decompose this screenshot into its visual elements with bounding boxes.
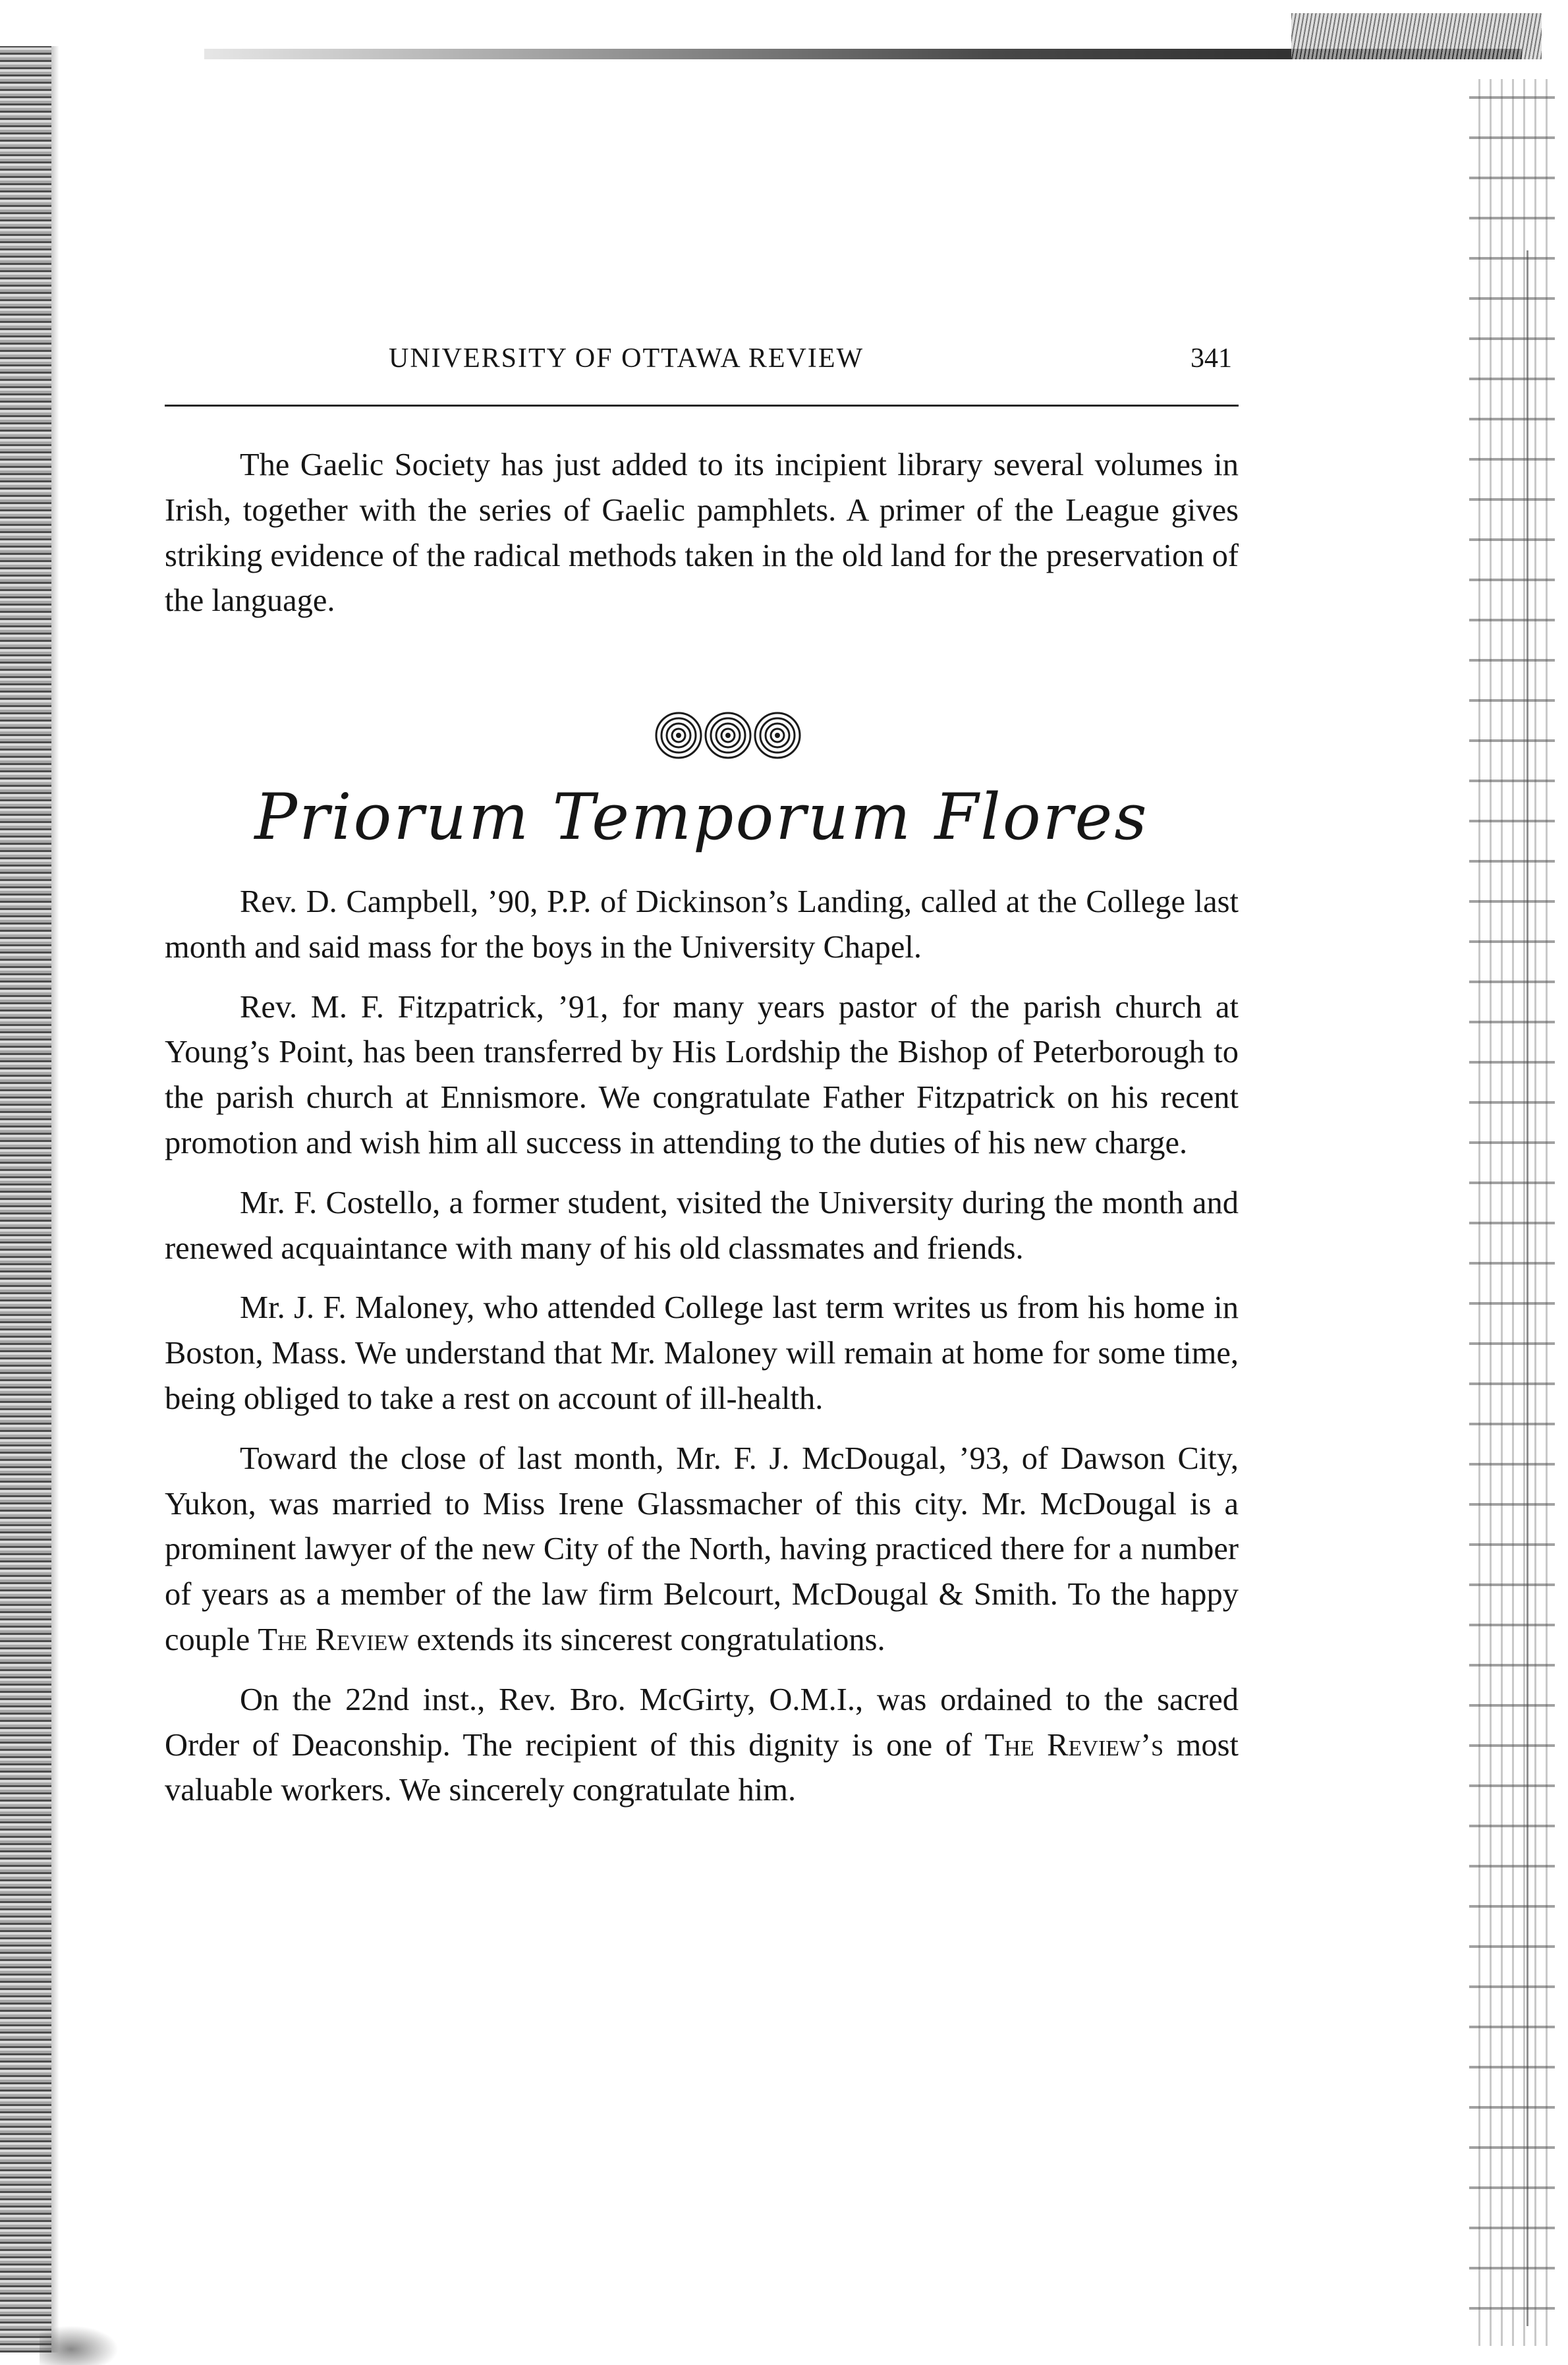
mcdougal-paragraph [165,1437,1239,1663]
scanned-right-edge-line [1526,250,1528,2326]
review-name-possessive: The Review’s [984,1727,1164,1763]
review-name: The Review [258,1622,409,1657]
intro-block [165,443,1239,639]
section-heading: Priorum Temporum Flores [254,780,1149,854]
mcdougal-text-end: extends its sincerest congratulations. [408,1622,885,1657]
gaelic-society-paragraph: The Gaelic Society has just added to its incipient library several volumes in Irish, together with the series of Gaelic pamphlets. A primer of the League gives striking evidence of the radical methods taken in the old land for the preservation of the language. [165,447,1239,619]
section-body [165,880,1239,1828]
scanned-right-edge [1469,79,1555,2346]
campbell-paragraph: Rev. D. Campbell, ’90, P.P. of Dickinson’s Landing, called at the College last month and said mass for the boys in the University Chapel. [165,884,1239,965]
scanned-corner-smudge [40,2325,119,2365]
running-header [165,343,1232,382]
costello-paragraph: Mr. F. Costello, a former student, visited the University during the month and renewed acquaintance with many of his old classmates and friends. [165,1185,1239,1266]
journal-title: UNIVERSITY OF OTTAWA REVIEW [389,343,864,374]
mcdougal-text-start: Toward the close of last month, Mr. F. J. McDougal, ’93, of Dawson City, Yukon, was married to Miss Irene Glassmacher of this city. Mr. McDougal is a prominent lawyer of the new City of the North, having practiced there for a number of years as a member of the law firm Belcourt, McDougal & Smith. To the happy couple [165,1440,1239,1657]
header-rule [165,405,1239,407]
page-number: 341 [1190,343,1232,374]
mcgirty-paragraph [165,1678,1239,1813]
spiral-ornament-icon [654,710,802,760]
scanned-top-corner [1291,13,1542,59]
fitzpatrick-paragraph: Rev. M. F. Fitzpatrick, ’91, for many years pastor of the parish church at Young’s Point, has been transferred by His Lordship the Bishop of Peterborough to the parish church at Ennismore. We congratulate Father Fitzpatrick on his recent promotion and wish him all success in attending to the duties of his new charge. [165,989,1239,1160]
maloney-paragraph: Mr. J. F. Maloney, who attended College last term writes us from his home in Boston, Mass. We understand that Mr. Maloney will remain at home for some time, being obliged to take a rest on account of ill-health. [165,1290,1239,1416]
scanned-binding-edge [0,46,51,2352]
mcgirty-text-start: On the 22nd inst., Rev. Bro. McGirty, O.M.I., was ordained to the sacred Order of Deaconship. The recipient of this dignity is one of [165,1682,1239,1763]
mcgirty-text-end: most valuable workers. We sincerely congratulate him. [165,1727,1239,1808]
